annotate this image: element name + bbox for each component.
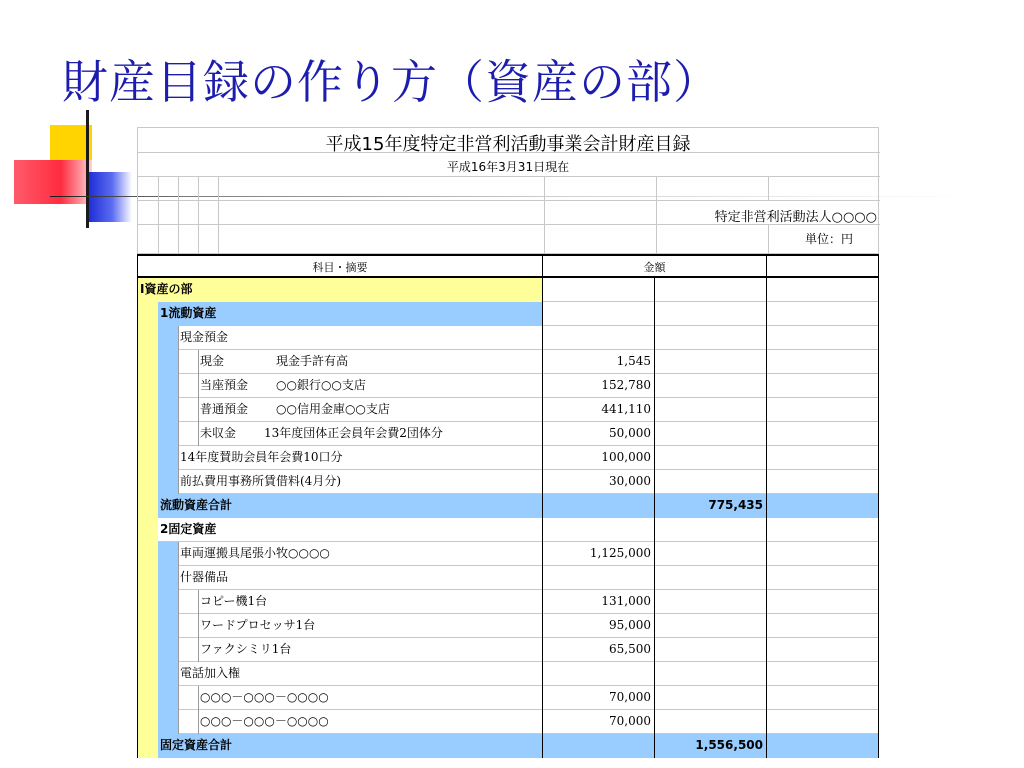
subtotal-cell: 775,435 [655,494,767,518]
amount-cell: 70,000 [543,686,655,710]
description-cell [137,614,543,638]
row-label: 前払費用事務所賃借料(4月分) [180,474,341,488]
total-cell [767,350,879,374]
row-detail: 13年度団体正会員年会費2団体分 [264,426,443,440]
row-label: Ⅰ資産の部 [140,282,193,296]
subtotal-cell [655,326,767,350]
amount-cell [543,278,655,302]
table-row [137,662,879,686]
table-row [137,710,879,734]
row-label: 普通預金 [200,402,249,416]
total-cell [767,446,879,470]
amount-cell: 50,000 [543,422,655,446]
row-detail: ○○信用金庫○○支店 [276,402,390,416]
subtotal-cell [655,278,767,302]
amount-cell: 70,000 [543,710,655,734]
subtotal-cell: 1,556,500 [655,734,767,758]
row-detail: ○○銀行○○支店 [276,378,366,392]
subtotal-cell [655,422,767,446]
subtotal-cell [655,374,767,398]
total-cell [767,398,879,422]
description-cell [137,518,543,542]
table-row [137,638,879,662]
row-label: 2固定資産 [160,522,217,536]
amount-cell [543,566,655,590]
description-cell [137,470,543,494]
subtotal-cell [655,302,767,326]
row-label: ファクシミリ1台 [200,642,292,656]
row-label: コピー機1台 [200,594,268,608]
amount-cell [543,494,655,518]
row-label: 当座預金 [200,378,249,392]
header-blank [767,256,879,280]
subtotal-cell [655,662,767,686]
row-label: 流動資産合計 [160,498,233,512]
table-row [137,542,879,566]
row-label: 車両運搬具尾張小牧○○○○ [180,546,330,560]
amount-cell [543,734,655,758]
row-label: 電話加入権 [180,666,241,680]
amount-cell: 95,000 [543,614,655,638]
total-cell [767,470,879,494]
total-cell [767,614,879,638]
table-row [137,398,879,422]
total-cell [767,326,879,350]
table-row [137,278,879,302]
total-cell [767,638,879,662]
description-cell [137,662,543,686]
row-label: 未収金 [200,426,237,440]
description-cell [137,566,543,590]
total-cell [767,686,879,710]
row-label: 固定資産合計 [160,738,233,752]
row-detail: 現金手許有高 [276,354,349,368]
sheet-title: 平成15年度特定非営利活動事業会計財産目録 [325,134,691,155]
table-row [137,374,879,398]
total-cell [767,494,879,518]
total-cell [767,662,879,686]
row-label: ○○○－○○○－○○○○ [200,714,329,728]
row-label: 現金 [200,354,225,368]
row-label: ○○○－○○○－○○○○ [200,690,329,704]
amount-cell: 30,000 [543,470,655,494]
amount-cell: 65,500 [543,638,655,662]
subtotal-cell [655,446,767,470]
table-row [137,518,879,542]
description-cell [137,494,543,518]
subtotal-cell [655,518,767,542]
description-cell [137,278,543,302]
description-cell [137,446,543,470]
total-cell [767,590,879,614]
total-cell [767,710,879,734]
subtotal-cell [655,542,767,566]
subtotal-cell [655,398,767,422]
table-row [137,446,879,470]
total-cell [767,566,879,590]
description-cell [137,302,543,326]
subtotal-cell [655,590,767,614]
table-row [137,470,879,494]
total-cell [767,278,879,302]
amount-cell: 1,125,000 [543,542,655,566]
organization-name: 特定非営利活動法人○○○○ [714,210,877,225]
table-row [137,686,879,710]
subtotal-cell [655,686,767,710]
total-cell [767,734,879,758]
decor-red-bar [14,160,92,204]
subtotal-cell [655,638,767,662]
description-cell [137,686,543,710]
table-header-row [137,254,879,278]
total-cell [767,374,879,398]
amount-cell [543,326,655,350]
unit-label: 単位：円 [804,232,853,246]
table-row [137,590,879,614]
description-cell [137,350,543,374]
header-description: 科目・摘要 [137,256,543,280]
subtotal-cell [655,470,767,494]
description-cell [137,590,543,614]
asset-table [137,254,879,758]
row-label: 現金預金 [180,330,229,344]
table-row [137,566,879,590]
slide-title: 財産目録の作り方（資産の部） [62,55,720,109]
row-label: 14年度賛助会員年会費10口分 [180,450,343,464]
amount-cell: 1,545 [543,350,655,374]
decor-blue-square [88,172,132,222]
description-cell [137,734,543,758]
subtotal-cell [655,710,767,734]
description-cell [137,398,543,422]
subtotal-cell [655,350,767,374]
row-label: 什器備品 [180,570,229,584]
decor-vertical-line [86,110,89,228]
table-row [137,734,879,758]
table-row [137,350,879,374]
subtotal-cell [655,566,767,590]
sheet-date: 平成16年3月31日現在 [446,160,570,174]
description-cell [137,326,543,350]
total-cell [767,422,879,446]
amount-cell [543,302,655,326]
row-label: ワードプロセッサ1台 [200,618,316,632]
table-row [137,494,879,518]
total-cell [767,542,879,566]
header-amount: 金額 [543,256,767,280]
row-label: 1流動資産 [160,306,217,320]
amount-cell [543,518,655,542]
table-row [137,326,879,350]
table-row [137,614,879,638]
amount-cell: 131,000 [543,590,655,614]
amount-cell: 441,110 [543,398,655,422]
description-cell [137,542,543,566]
spreadsheet [137,127,879,768]
description-cell [137,638,543,662]
description-cell [137,374,543,398]
total-cell [767,302,879,326]
description-cell [137,710,543,734]
amount-cell [543,662,655,686]
description-cell [137,422,543,446]
table-row [137,302,879,326]
subtotal-cell [655,614,767,638]
total-cell [767,518,879,542]
amount-cell: 152,780 [543,374,655,398]
table-row [137,422,879,446]
amount-cell: 100,000 [543,446,655,470]
